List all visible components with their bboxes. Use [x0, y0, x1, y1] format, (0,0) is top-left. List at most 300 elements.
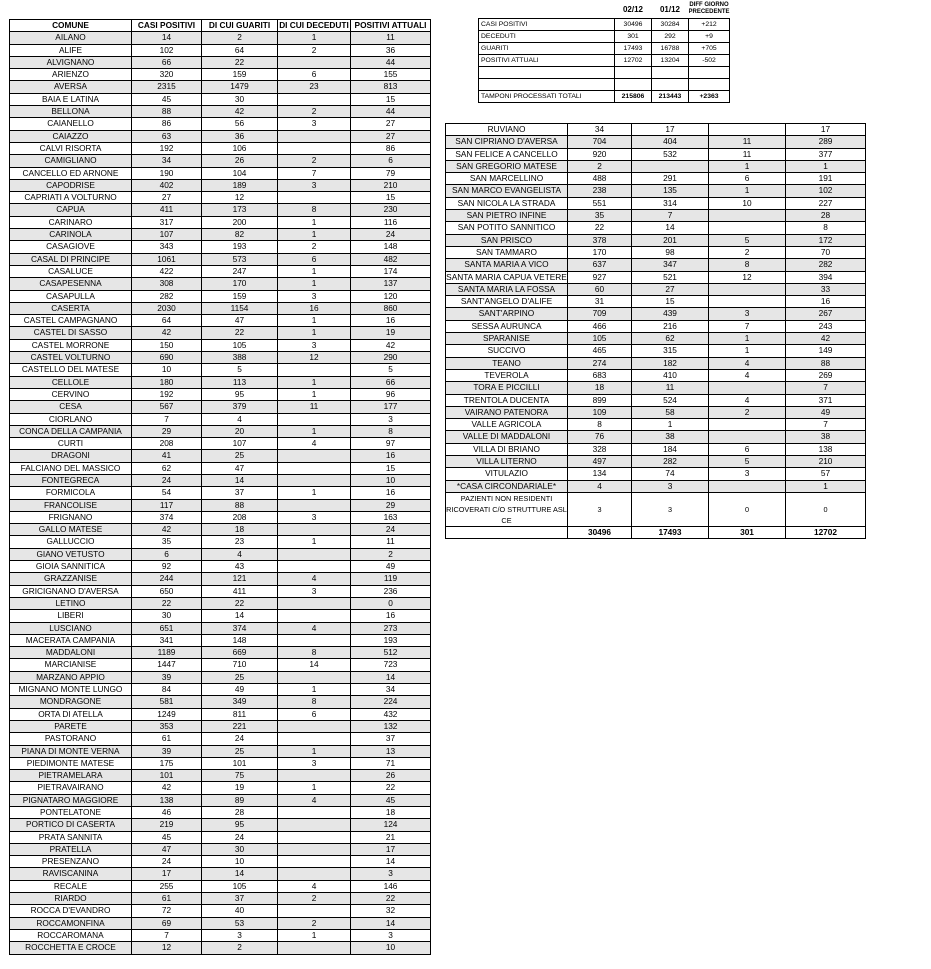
table-cell: 22	[132, 597, 202, 609]
table-cell: 2	[709, 246, 786, 258]
table-row	[10, 696, 431, 708]
table-row	[446, 406, 866, 418]
table-cell: 1	[786, 480, 866, 492]
table-cell: 21	[351, 831, 431, 843]
table-cell: 709	[568, 308, 632, 320]
table-cell: 33	[786, 283, 866, 295]
summary-header-diff: DIFF GIORNO PRECEDENTE	[688, 2, 730, 15]
table-cell	[278, 56, 351, 68]
table-cell: 25	[202, 450, 278, 462]
table-row	[10, 745, 431, 757]
table-cell: 71	[351, 757, 431, 769]
municipality-name: MADDALONI	[10, 647, 132, 659]
table-cell: 374	[132, 511, 202, 523]
table-cell: 1	[278, 536, 351, 548]
table-cell: 5	[709, 234, 786, 246]
table-row	[10, 450, 431, 462]
table-row	[10, 130, 431, 142]
table-cell: 11	[278, 401, 351, 413]
table-cell: 20	[202, 425, 278, 437]
table-cell	[278, 807, 351, 819]
table-cell: 101	[202, 757, 278, 769]
table-cell: 132	[351, 720, 431, 732]
table-cell: 14	[351, 671, 431, 683]
table-cell: 2315	[132, 81, 202, 93]
table-row	[446, 124, 866, 136]
table-cell: 353	[132, 720, 202, 732]
table-cell: 402	[132, 179, 202, 191]
table-cell: 184	[632, 443, 709, 455]
table-cell: 2	[709, 406, 786, 418]
table-cell	[278, 856, 351, 868]
municipality-name: RIARDO	[10, 893, 132, 905]
column-header: DI CUI DECEDUTI	[279, 20, 349, 30]
municipality-name: SAN POTITO SANNITICO	[446, 222, 568, 234]
municipality-name: ALIFE	[10, 44, 132, 56]
table-cell: 347	[632, 259, 709, 271]
table-row	[446, 480, 866, 492]
table-row	[446, 197, 866, 209]
table-cell: 7	[632, 210, 709, 222]
table-cell: 12	[278, 352, 351, 364]
table-row	[10, 917, 431, 929]
municipality-name: SUCCIVO	[446, 345, 568, 357]
table-cell: 34	[132, 155, 202, 167]
table-cell: 69	[132, 917, 202, 929]
municipality-name: GIOIA SANNITICA	[10, 561, 132, 573]
table-cell: 208	[132, 438, 202, 450]
table-cell: 1	[278, 684, 351, 696]
table-row	[10, 893, 431, 905]
table-cell: 0	[351, 597, 431, 609]
table-cell: 53	[202, 917, 278, 929]
municipality-name: VILLA LITERNO	[446, 456, 568, 468]
table-cell: 16	[786, 296, 866, 308]
table-cell: 5	[351, 364, 431, 376]
table-cell: 4	[202, 413, 278, 425]
table-cell: 4	[278, 573, 351, 585]
table-cell: 22	[568, 222, 632, 234]
municipality-name: LUSCIANO	[10, 622, 132, 634]
table-cell: 61	[132, 893, 202, 905]
municipality-name: SESSA AURUNCA	[446, 320, 568, 332]
municipality-name: PRATA SANNITA	[10, 831, 132, 843]
table-cell: 12	[132, 942, 202, 954]
table-cell: 488	[568, 173, 632, 185]
municipality-name: SANTA MARIA A VICO	[446, 259, 568, 271]
table-cell: 3	[202, 929, 278, 941]
table-cell	[278, 905, 351, 917]
table-cell: 35	[568, 210, 632, 222]
table-cell: 1	[278, 32, 351, 44]
table-cell: 377	[786, 148, 866, 160]
municipality-name: SANT'ARPINO	[446, 308, 568, 320]
summary-diff: -502	[689, 55, 730, 67]
table-cell: 25	[202, 671, 278, 683]
table-cell: 42	[351, 339, 431, 351]
table-row	[446, 173, 866, 185]
table-cell	[278, 942, 351, 954]
table-row	[10, 499, 431, 511]
municipality-name: CASTEL CAMPAGNANO	[10, 315, 132, 327]
table-cell: 320	[132, 69, 202, 81]
municipality-name: CASTEL DI SASSO	[10, 327, 132, 339]
table-cell: 34	[568, 124, 632, 136]
table-cell: 341	[132, 634, 202, 646]
table-cell: 148	[351, 241, 431, 253]
table-cell: 8	[278, 647, 351, 659]
table-row	[10, 56, 431, 68]
table-row	[446, 456, 866, 468]
table-cell: 19	[351, 327, 431, 339]
table-cell: 236	[351, 585, 431, 597]
table-cell: 282	[632, 456, 709, 468]
table-cell	[278, 450, 351, 462]
table-row	[10, 942, 431, 954]
table-row	[446, 148, 866, 160]
table-cell	[278, 720, 351, 732]
table-cell: 2	[202, 32, 278, 44]
table-cell: 135	[632, 185, 709, 197]
table-cell: 163	[351, 511, 431, 523]
municipality-name: AVERSA	[10, 81, 132, 93]
table-cell	[709, 222, 786, 234]
table-cell: 62	[132, 462, 202, 474]
table-cell: 8	[278, 696, 351, 708]
table-row	[10, 302, 431, 314]
table-cell: 3	[278, 339, 351, 351]
table-row	[10, 807, 431, 819]
table-cell: 411	[132, 204, 202, 216]
table-cell: 201	[632, 234, 709, 246]
table-cell: 101	[132, 770, 202, 782]
totals-row	[446, 526, 866, 538]
table-cell: 238	[568, 185, 632, 197]
table-cell: 105	[568, 333, 632, 345]
table-row	[10, 290, 431, 302]
table-cell: 102	[132, 44, 202, 56]
table-row	[10, 770, 431, 782]
table-cell: 134	[568, 468, 632, 480]
municipality-name: CASAGIOVE	[10, 241, 132, 253]
tamponi-value: 213443	[652, 91, 689, 103]
municipality-name: VITULAZIO	[446, 468, 568, 480]
table-cell: 121	[202, 573, 278, 585]
table-cell: 14	[202, 610, 278, 622]
table-cell: 811	[202, 708, 278, 720]
table-row	[446, 160, 866, 172]
table-cell: 15	[632, 296, 709, 308]
table-cell: 1154	[202, 302, 278, 314]
table-row	[10, 155, 431, 167]
table-row	[10, 880, 431, 892]
municipality-name: CANCELLO ED ARNONE	[10, 167, 132, 179]
summary-label: POSITIVI ATTUALI	[479, 55, 615, 67]
table-cell: 378	[568, 234, 632, 246]
summary-value: 30496	[615, 19, 652, 31]
table-cell: 1	[278, 929, 351, 941]
table-cell: 5	[202, 364, 278, 376]
table-cell: 72	[132, 905, 202, 917]
table-cell: 7	[709, 320, 786, 332]
column-header: CASI POSITIVI	[132, 20, 202, 32]
table-row	[10, 659, 431, 671]
table-cell: 343	[132, 241, 202, 253]
municipality-name: RECALE	[10, 880, 132, 892]
table-cell: 1189	[132, 647, 202, 659]
table-cell: 18	[568, 382, 632, 394]
municipality-name: CERVINO	[10, 388, 132, 400]
table-row	[10, 684, 431, 696]
municipality-name: CASTEL VOLTURNO	[10, 352, 132, 364]
table-row	[446, 443, 866, 455]
table-cell: 29	[351, 499, 431, 511]
table-cell: 146	[351, 880, 431, 892]
table-cell: 34	[351, 684, 431, 696]
table-cell: 24	[351, 524, 431, 536]
table-cell: 88	[202, 499, 278, 511]
table-cell: 102	[786, 185, 866, 197]
table-cell	[278, 548, 351, 560]
table-cell: 669	[202, 647, 278, 659]
table-row	[10, 32, 431, 44]
table-row	[10, 573, 431, 585]
summary-label: DECEDUTI	[479, 31, 615, 43]
table-cell: 45	[132, 831, 202, 843]
table-cell: 3	[709, 308, 786, 320]
table-cell: 45	[132, 93, 202, 105]
table-cell: 92	[132, 561, 202, 573]
table-cell: 432	[351, 708, 431, 720]
table-cell: 1	[278, 216, 351, 228]
table-cell: 88	[786, 357, 866, 369]
table-cell	[709, 283, 786, 295]
table-cell: 1	[278, 388, 351, 400]
table-row	[10, 462, 431, 474]
table-cell: 567	[132, 401, 202, 413]
table-cell: 422	[132, 265, 202, 277]
table-cell: 37	[202, 487, 278, 499]
table-cell: 27	[351, 130, 431, 142]
table-cell: 46	[132, 807, 202, 819]
table-cell: 573	[202, 253, 278, 265]
table-cell: 6	[709, 173, 786, 185]
table-cell: 82	[202, 229, 278, 241]
table-cell: 54	[132, 487, 202, 499]
table-cell: 221	[202, 720, 278, 732]
table-cell: 30	[202, 93, 278, 105]
table-cell: 86	[351, 142, 431, 154]
municipality-name: SANT'ANGELO D'ALIFE	[446, 296, 568, 308]
table-cell: 1	[709, 160, 786, 172]
municipality-name: SANTA MARIA LA FOSSA	[446, 283, 568, 295]
table-cell: 247	[202, 265, 278, 277]
municipality-name: PIETRAMELARA	[10, 770, 132, 782]
table-cell: 64	[202, 44, 278, 56]
table-row	[10, 474, 431, 486]
table-row	[10, 634, 431, 646]
table-cell: 26	[202, 155, 278, 167]
table-cell: 1	[278, 278, 351, 290]
table-cell: 7	[132, 413, 202, 425]
table-cell: 2	[278, 44, 351, 56]
table-cell: 16	[351, 450, 431, 462]
table-cell: 14	[632, 222, 709, 234]
table-row	[10, 843, 431, 855]
table-row	[10, 733, 431, 745]
municipality-name: CASALUCE	[10, 265, 132, 277]
table-cell: 1	[278, 487, 351, 499]
table-cell: 38	[786, 431, 866, 443]
table-cell: 180	[132, 376, 202, 388]
table-cell: 3	[278, 511, 351, 523]
table-cell: 174	[351, 265, 431, 277]
municipality-name: CASTELLO DEL MATESE	[10, 364, 132, 376]
table-row	[446, 296, 866, 308]
table-row	[10, 253, 431, 265]
municipality-name: SAN MARCO EVANGELISTA	[446, 185, 568, 197]
municipality-name: PIEDIMONTE MATESE	[10, 757, 132, 769]
table-cell: 349	[202, 696, 278, 708]
table-row	[10, 548, 431, 560]
table-cell: 3	[709, 468, 786, 480]
table-cell: 3	[278, 118, 351, 130]
table-cell: 66	[351, 376, 431, 388]
table-row	[10, 278, 431, 290]
municipality-name: CONCA DELLA CAMPANIA	[10, 425, 132, 437]
table-cell: 551	[568, 197, 632, 209]
table-cell: 2	[202, 942, 278, 954]
table-cell: 3	[632, 480, 709, 492]
table-cell: 119	[351, 573, 431, 585]
municipality-name: GALLO MATESE	[10, 524, 132, 536]
table-row	[10, 167, 431, 179]
table-cell: 1	[278, 425, 351, 437]
municipality-name: CURTI	[10, 438, 132, 450]
table-cell: 371	[786, 394, 866, 406]
table-cell: 23	[202, 536, 278, 548]
table-cell: 683	[568, 369, 632, 381]
table-cell	[709, 210, 786, 222]
summary-label: CASI POSITIVI	[479, 19, 615, 31]
table-cell: 58	[632, 406, 709, 418]
municipality-name: CAIAZZO	[10, 130, 132, 142]
table-cell: 76	[568, 431, 632, 443]
table-row	[10, 856, 431, 868]
municipality-name: PIANA DI MONTE VERNA	[10, 745, 132, 757]
table-cell: 637	[568, 259, 632, 271]
table-cell: 210	[786, 456, 866, 468]
municipalities-table-right	[445, 123, 866, 539]
municipality-name: SANTA MARIA CAPUA VETERE	[446, 271, 567, 282]
table-cell	[278, 130, 351, 142]
municipality-name: MONDRAGONE	[10, 696, 132, 708]
municipality-name: CAIANELLO	[10, 118, 132, 130]
municipality-name: CARINARO	[10, 216, 132, 228]
table-cell: 159	[202, 290, 278, 302]
table-cell: 150	[132, 339, 202, 351]
table-cell: 2	[351, 548, 431, 560]
table-cell: 47	[132, 843, 202, 855]
table-cell	[278, 499, 351, 511]
table-row	[10, 179, 431, 191]
municipality-name: BELLONA	[10, 106, 132, 118]
municipality-name: PASTORANO	[10, 733, 132, 745]
table-cell: 47	[202, 315, 278, 327]
table-cell: 84	[132, 684, 202, 696]
municipality-name: CALVI RISORTA	[10, 142, 132, 154]
table-cell: 175	[132, 757, 202, 769]
municipality-name: CASTEL MORRONE	[10, 339, 132, 351]
table-cell: 172	[786, 234, 866, 246]
table-cell: 6	[351, 155, 431, 167]
total-cell: 17493	[632, 526, 709, 538]
table-cell: 124	[351, 819, 431, 831]
table-cell: 2	[568, 160, 632, 172]
table-cell: 1	[709, 185, 786, 197]
table-cell: 3	[632, 492, 709, 526]
table-cell: 6	[278, 253, 351, 265]
table-row	[446, 394, 866, 406]
table-cell: 532	[632, 148, 709, 160]
table-row	[10, 438, 431, 450]
table-cell: 19	[202, 782, 278, 794]
table-cell: 43	[202, 561, 278, 573]
summary-value: 12702	[615, 55, 652, 67]
table-cell: 14	[278, 659, 351, 671]
table-cell: 44	[351, 56, 431, 68]
table-cell: 1	[278, 265, 351, 277]
table-cell: 24	[132, 474, 202, 486]
table-cell: 64	[132, 315, 202, 327]
table-cell: 1249	[132, 708, 202, 720]
table-cell: 860	[351, 302, 431, 314]
table-cell: 4	[202, 548, 278, 560]
table-cell: 4	[709, 369, 786, 381]
municipality-name: VILLA DI BRIANO	[446, 443, 568, 455]
table-cell: 6	[132, 548, 202, 560]
table-row	[10, 794, 431, 806]
table-cell: 7	[132, 929, 202, 941]
table-cell: 1	[278, 229, 351, 241]
table-cell	[709, 296, 786, 308]
table-cell: 308	[132, 278, 202, 290]
table-cell	[278, 843, 351, 855]
table-cell: 193	[351, 634, 431, 646]
table-cell: 159	[202, 69, 278, 81]
municipality-name: TRENTOLA DUCENTA	[446, 394, 568, 406]
table-cell: 10	[202, 856, 278, 868]
tamponi-label: TAMPONI PROCESSATI TOTALI	[479, 91, 615, 103]
table-cell: 291	[632, 173, 709, 185]
table-row	[10, 93, 431, 105]
municipality-name: CELLOLE	[10, 376, 132, 388]
table-cell: 36	[202, 130, 278, 142]
table-row	[446, 259, 866, 271]
table-cell: 410	[632, 369, 709, 381]
table-cell: 224	[351, 696, 431, 708]
municipality-name: PRESENZANO	[10, 856, 132, 868]
table-cell: 16	[351, 610, 431, 622]
table-cell: 1	[278, 376, 351, 388]
table-cell: 704	[568, 136, 632, 148]
table-row	[10, 204, 431, 216]
table-cell: 710	[202, 659, 278, 671]
table-cell: 10	[132, 364, 202, 376]
table-cell: 39	[132, 671, 202, 683]
table-cell	[278, 561, 351, 573]
municipality-name: SPARANISE	[446, 333, 568, 345]
